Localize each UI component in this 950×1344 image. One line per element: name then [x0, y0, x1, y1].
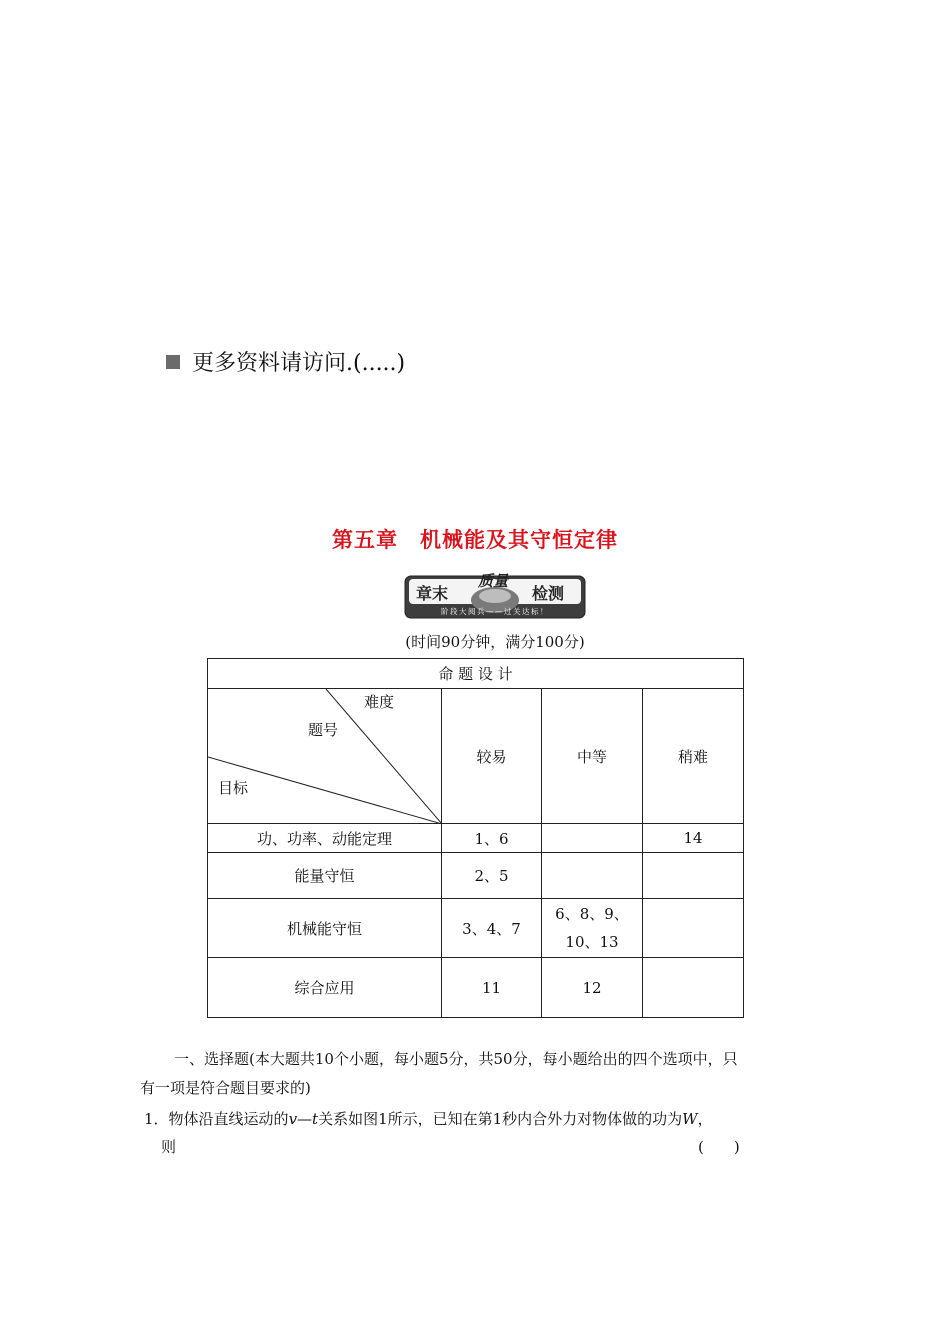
- answer-blank: ( ): [698, 1138, 740, 1156]
- table-row: [208, 824, 744, 853]
- corner-label-difficulty: 难度: [364, 693, 395, 711]
- var-v: v: [288, 1110, 298, 1128]
- row-medium-line2: 10、13: [565, 933, 619, 951]
- banner-right-text: 检测: [532, 584, 565, 603]
- question-1-line1: [144, 1109, 713, 1129]
- question-text-part2: 关系如图1所示，已知在第1秒内合外力对物体做的功为: [318, 1110, 683, 1128]
- exam-time-note: (时间90分钟，满分100分): [405, 633, 585, 651]
- diagonal-lines: [208, 689, 442, 824]
- banner-left-text: 章末: [416, 584, 449, 603]
- row-target: 综合应用: [208, 958, 442, 1018]
- row-medium: [542, 853, 643, 899]
- design-table: [207, 658, 744, 1018]
- corner-label-target: 目标: [218, 779, 249, 797]
- var-t: t: [312, 1110, 319, 1128]
- corner-label-question-number: 题号: [308, 721, 339, 739]
- banner-tagline: 阶段大阅兵——过关达标！: [441, 607, 549, 616]
- ad-line: [166, 346, 405, 377]
- row-medium: [542, 824, 643, 853]
- table-row: [208, 899, 744, 958]
- section-one-line1: 一、选择题(本大题共10个小题，每小题5分，共50分，每小题给出的四个选项中，只: [174, 1050, 738, 1068]
- chapter-quality-check-banner: [404, 570, 586, 620]
- row-easy: 2、5: [442, 853, 542, 899]
- var-w: W: [682, 1110, 698, 1128]
- table-row: [208, 958, 744, 1018]
- column-header-hard: 稍难: [643, 689, 744, 824]
- row-hard: [643, 899, 744, 958]
- row-hard: [643, 958, 744, 1018]
- dash: —: [297, 1110, 313, 1128]
- ad-text: 更多资料请访问.(.....): [192, 351, 406, 376]
- row-easy: 3、4、7: [442, 899, 542, 958]
- question-comma: ，: [697, 1110, 713, 1128]
- row-target: 功、功率、动能定理: [208, 824, 442, 853]
- question-1-line2: 则: [161, 1138, 177, 1156]
- square-bullet-icon: [166, 355, 180, 369]
- corner-header-cell: [208, 689, 442, 824]
- row-medium: 12: [542, 958, 643, 1018]
- row-easy: 1、6: [442, 824, 542, 853]
- section-one-line2: 有一项是符合题目要求的): [140, 1079, 311, 1097]
- chapter-title: 第五章 机械能及其守恒定律: [332, 527, 618, 552]
- column-header-easy: 较易: [442, 689, 542, 824]
- question-text-part1: 物体沿直线运动的: [168, 1110, 289, 1128]
- row-target: 机械能守恒: [208, 899, 442, 958]
- banner-mid-text: 质量: [478, 572, 509, 590]
- question-number: 1．: [144, 1110, 169, 1128]
- row-target: 能量守恒: [208, 853, 442, 899]
- row-medium-line1: 6、8、9、: [555, 905, 629, 923]
- column-header-medium: 中等: [542, 689, 643, 824]
- row-easy: 11: [442, 958, 542, 1018]
- row-hard: 14: [643, 824, 744, 853]
- table-row: [208, 853, 744, 899]
- row-medium: [542, 899, 643, 958]
- row-hard: [643, 853, 744, 899]
- design-table-caption: 命 题 设 计: [208, 659, 744, 689]
